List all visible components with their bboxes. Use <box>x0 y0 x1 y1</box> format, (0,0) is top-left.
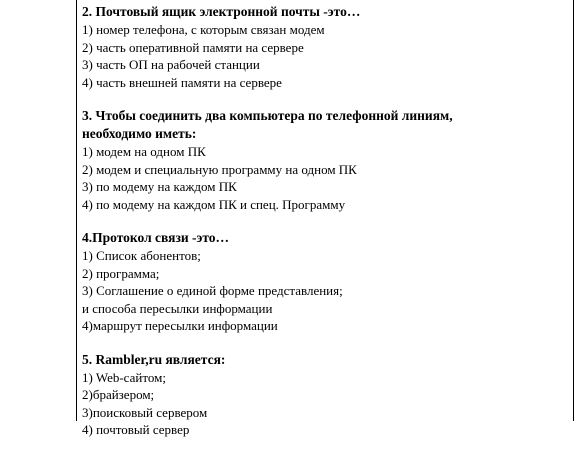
question-title-line: 4.Протокол связи -это… <box>82 230 230 245</box>
answer-option: 4)маршрут пересылки информации <box>82 318 278 333</box>
question-title-line: 5. Rambler,ru является: <box>82 351 226 367</box>
answer-option: 3) Соглашение о единой форме представления; <box>82 283 343 298</box>
answer-option: 2) модем и специальную программу на одном ПК <box>82 161 357 177</box>
answer-option: 4) почтовый сервер <box>82 422 190 437</box>
question-title-line: 3. Чтобы соединить два компьютера по телефонной линиям, <box>82 108 453 123</box>
question-title-line: необходимо иметь: <box>82 126 197 141</box>
question-title <box>82 351 570 369</box>
answer-option: 4) часть внешней памяти на сервере <box>82 74 282 90</box>
answer-option: 1) номер телефона, с которым связан модем <box>82 22 325 37</box>
answer-option-continuation: и способа пересылки информации <box>82 300 273 316</box>
question-3 <box>82 107 570 213</box>
question-title <box>82 107 570 143</box>
answer-option: 1) Список абонентов; <box>82 248 201 263</box>
question-2 <box>82 3 570 91</box>
question-4 <box>82 229 570 335</box>
page-left-border <box>76 0 77 421</box>
answer-option: 1) модем на одном ПК <box>82 144 206 159</box>
answer-option: 3)поисковый сервером <box>82 404 208 420</box>
page-right-border <box>573 0 574 421</box>
question-title <box>82 229 570 247</box>
answer-option: 1) Web-сайтом; <box>82 369 166 385</box>
question-title <box>82 3 570 21</box>
question-5 <box>82 351 570 439</box>
answer-option: 2)брайзером; <box>82 387 155 402</box>
answer-option: 3) часть ОП на рабочей станции <box>82 57 260 72</box>
question-title-line: 2. Почтовый ящик электронной почты -это… <box>82 4 361 19</box>
answer-option: 2) часть оперативной памяти на сервере <box>82 39 304 55</box>
quiz-content <box>82 3 570 455</box>
answer-option: 3) по модему на каждом ПК <box>82 179 237 194</box>
answer-option: 4) по модему на каждом ПК и спец. Программу <box>82 196 346 212</box>
answer-option: 2) программа; <box>82 265 160 281</box>
